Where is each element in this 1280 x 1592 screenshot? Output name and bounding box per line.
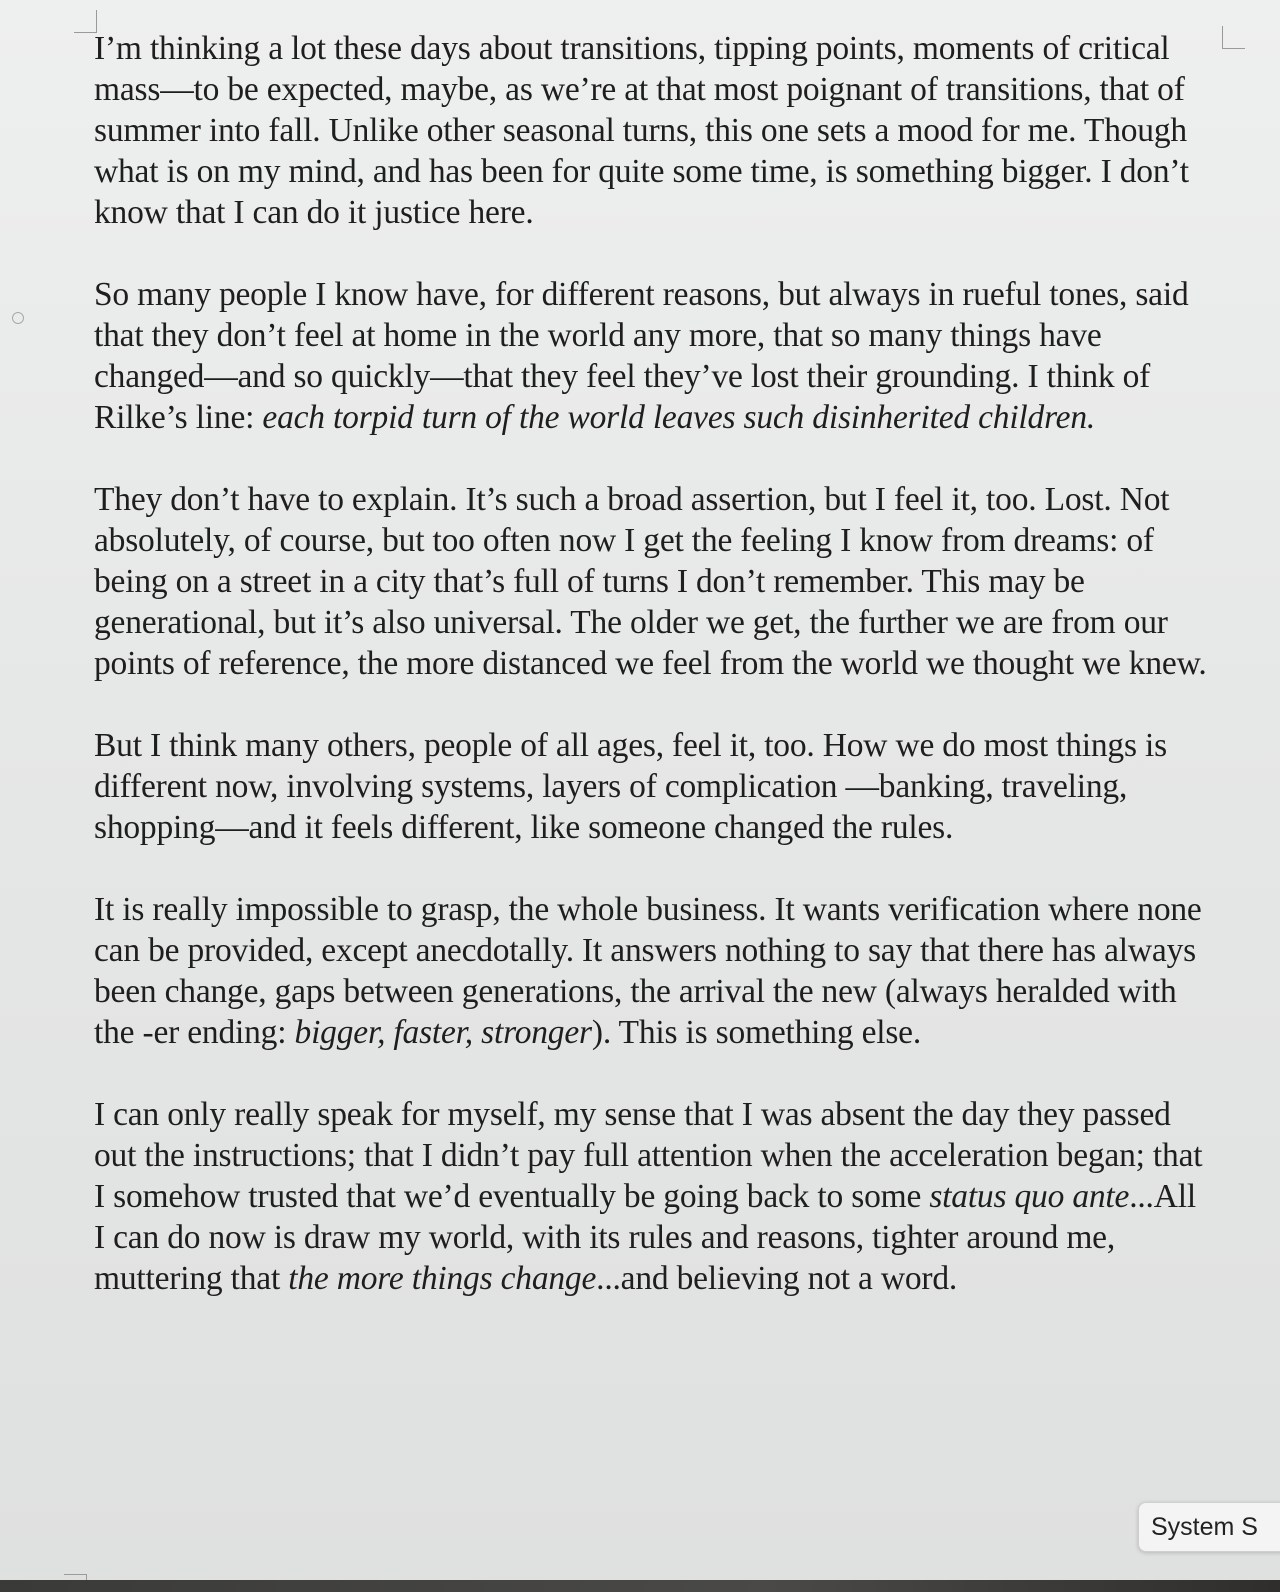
paragraph-text: ). This is something else. xyxy=(591,1014,922,1051)
paragraph-text: They don’t have to explain. It’s such a broad assertion, but I feel it, too. Lost. Not absolutely, of course, but too often now I get the feeling I know from dreams: of being on a street in a city that’s full of turns I don’t remember. This may be generational, but it’s also universal. The older we get, the further we are from our points of reference, the more distanced we feel from the world we thought we knew. xyxy=(94,481,1207,682)
italic-text: status quo ante xyxy=(929,1178,1130,1215)
paragraph-text: ...All I can do now is draw my world, with its rules and reasons, tighter around me, muttering that xyxy=(94,1178,1196,1297)
paragraph-text: So many people I know have, for different reasons, but always in rueful tones, said that they don’t feel at home in the world any more, that so many things have changed—and so quickly—that they feel they’ve lost their grounding. I think of Rilke’s line: xyxy=(94,276,1189,436)
system-tooltip xyxy=(1138,1502,1280,1552)
tooltip-label: System S xyxy=(1151,1513,1258,1541)
italic-text: the more things change xyxy=(288,1260,597,1297)
crop-mark-top-right xyxy=(1222,26,1245,49)
paragraph-text: I’m thinking a lot these days about transitions, tipping points, moments of critical mass—to be expected, maybe, as we’re at that most poignant of transitions, that of summer into fall. Unlike other seasonal turns, this one sets a mood for me. Though what is on my mind, and has been for quite some time, is something bigger. I don’t know that I can do it justice here. xyxy=(94,30,1189,231)
paragraph-text: ...and believing not a word. xyxy=(596,1260,958,1297)
paragraph-text: But I think many others, people of all ages, feel it, too. How we do most things is different now, involving systems, layers of complication —banking, traveling, shopping—and it feels different, like someone changed the rules. xyxy=(94,727,1167,846)
paragraph-text: I can only really speak for myself, my sense that I was absent the day they passed out the instructions; that I didn’t pay full attention when the acceleration began; that I somehow trusted that we’d eventually be going back to some xyxy=(94,1096,1203,1215)
paragraph xyxy=(94,479,1214,684)
paragraph xyxy=(94,274,1214,438)
paragraph xyxy=(94,1094,1214,1299)
paragraph xyxy=(94,725,1214,848)
screen-bezel xyxy=(0,1580,1280,1592)
margin-marker-icon xyxy=(12,312,24,324)
paragraph xyxy=(94,28,1214,233)
paragraph xyxy=(94,889,1214,1053)
italic-text: each torpid turn of the world leaves such disinherited children. xyxy=(262,399,1096,436)
italic-text: bigger, faster, stronger xyxy=(294,1014,592,1051)
document-body[interactable] xyxy=(94,28,1214,1340)
paragraph-text: It is really impossible to grasp, the whole business. It wants verification where none can be provided, except anecdotally. It answers nothing to say that there has always been change, gaps between generations, the arrival the new (always heralded with the -er ending: xyxy=(94,891,1202,1051)
